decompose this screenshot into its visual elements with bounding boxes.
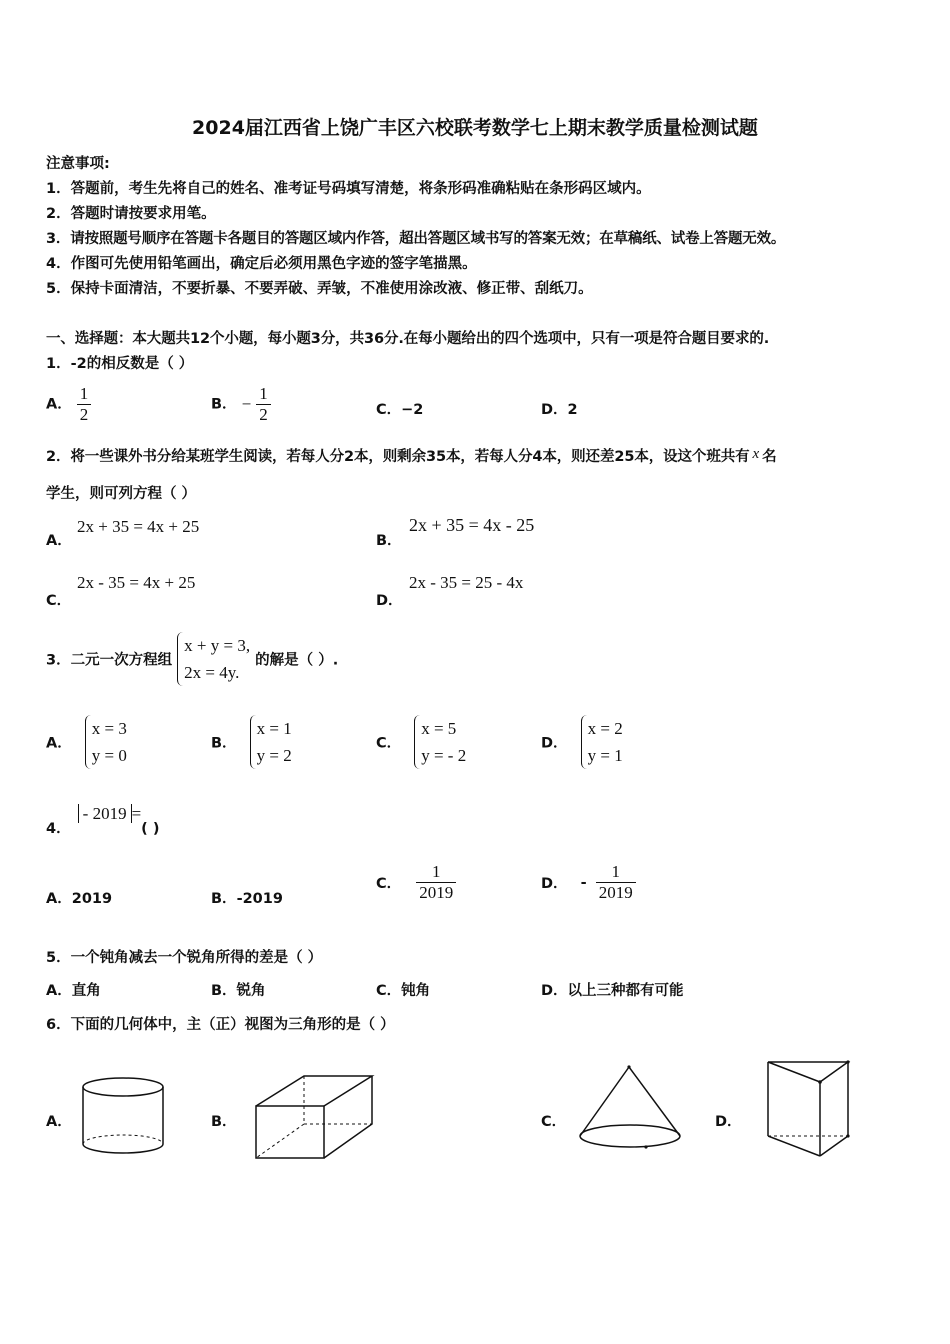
- q3-d-system: [581, 715, 623, 769]
- q2-label-d: D．: [376, 593, 403, 609]
- q3-option-b[interactable]: [211, 715, 292, 769]
- q5-option-b[interactable]: B．锐角: [211, 983, 266, 999]
- q4-d-fraction: [596, 862, 636, 903]
- q5-option-d[interactable]: D．以上三种都有可能: [541, 983, 684, 999]
- q3-system-eq1: x + y = 3,: [184, 636, 251, 655]
- q2-stem-line1: [46, 445, 777, 466]
- q4-abs-value: - 2019: [78, 804, 132, 823]
- q1-b-fraction: [256, 384, 271, 425]
- q1-label-d: D．: [541, 402, 568, 418]
- q3-stem-post: 的解是（ ）.: [255, 652, 339, 669]
- q1-a-den: 2: [79, 405, 89, 424]
- q3-d-x: x = 2: [587, 719, 623, 738]
- q3-option-c[interactable]: [376, 715, 466, 769]
- exam-title: 2024届江西省上饶广丰区六校联考数学七上期末教学质量检测试题: [192, 117, 758, 139]
- q3-stem-pre: 3．二元一次方程组: [46, 652, 173, 669]
- q2-label-c: C．: [46, 593, 72, 609]
- q4-c-fraction: [416, 862, 456, 903]
- q4-option-b[interactable]: [211, 887, 283, 908]
- q4-option-d[interactable]: [541, 862, 636, 903]
- cuboid-icon[interactable]: [252, 1072, 392, 1162]
- q3-label-d: D．: [541, 735, 568, 752]
- q3-system: [177, 632, 250, 686]
- q3-label-a: A．: [46, 735, 72, 752]
- q2-var: x: [752, 446, 760, 462]
- q1-label-b: B．: [211, 396, 237, 413]
- q2-stem-end: 名: [762, 449, 777, 465]
- q4-option-a[interactable]: [46, 887, 112, 908]
- section-heading: 一、选择题：本大题共12个小题，每小题3分，共36分.在每小题给出的四个选项中，只有一项是符合题目要求的.: [46, 331, 770, 347]
- q3-stem: [46, 632, 338, 686]
- q2-option-b[interactable]: 2x + 35 = 4x - 25: [409, 515, 535, 535]
- q6-label-d[interactable]: D．: [715, 1114, 742, 1130]
- q6-label-c[interactable]: C．: [541, 1114, 567, 1130]
- notice-item-3: 3．请按照题号顺序在答题卡各题目的答题区域内作答，超出答题区域书写的答案无效；在草稿纸、试卷上答题无效。: [46, 231, 786, 247]
- q4-c-num: 1: [416, 862, 456, 883]
- cylinder-icon[interactable]: [78, 1076, 168, 1156]
- q4-c-den: 2019: [419, 883, 454, 902]
- q3-label-b: B．: [211, 735, 237, 752]
- q3-a-x: x = 3: [91, 719, 127, 738]
- q4-label-c: C．: [376, 876, 402, 892]
- q1-d-value: 2: [567, 402, 578, 418]
- q2-label-b: B．: [376, 533, 402, 549]
- q2-option-a[interactable]: 2x + 35 = 4x + 25: [77, 517, 200, 536]
- q4-label-d: D．: [541, 876, 568, 892]
- q5-option-a[interactable]: A．直角: [46, 983, 101, 999]
- notice-heading: 注意事项:: [46, 156, 110, 172]
- notice-item-2: 2．答题时请按要求用笔。: [46, 206, 216, 222]
- q4-option-c[interactable]: [376, 862, 456, 903]
- q5-stem: 5．一个钝角减去一个锐角所得的差是（ ）: [46, 950, 323, 966]
- q1-option-d[interactable]: [541, 398, 578, 419]
- q4-paren: ( ): [141, 821, 160, 837]
- q6-label-a[interactable]: A．: [46, 1114, 72, 1130]
- q3-a-system: [85, 715, 127, 769]
- q3-b-system: [250, 715, 292, 769]
- q1-a-fraction: [77, 384, 92, 425]
- q3-system-eq2: 2x = 4y.: [184, 663, 240, 682]
- q4-d-den: 2019: [598, 883, 633, 902]
- q1-a-num: 1: [77, 384, 92, 405]
- q4-label-b: B．: [211, 891, 237, 907]
- q2-stem-line2: 学生，则可列方程（ ）: [46, 486, 197, 502]
- q3-option-a[interactable]: [46, 715, 127, 769]
- q2-stem-text: 2．将一些课外书分给某班学生阅读，若每人分2本，则剩余35本，若每人分4本，则还差25本，设这个班共有: [46, 449, 750, 465]
- q2-label-a: A．: [46, 533, 72, 549]
- q2-option-c[interactable]: 2x - 35 = 4x + 25: [77, 573, 196, 592]
- q1-option-c[interactable]: [376, 398, 423, 419]
- q6-stem: 6．下面的几何体中，主（正）视图为三角形的是（ ）: [46, 1017, 395, 1033]
- q1-option-b[interactable]: [211, 384, 271, 425]
- q3-c-y: y = - 2: [421, 746, 467, 765]
- q4-a-value: 2019: [71, 891, 113, 907]
- q4-stem: [46, 804, 159, 838]
- q1-b-sign: −: [241, 394, 252, 414]
- triangular-prism-icon[interactable]: [764, 1058, 854, 1158]
- q1-b-num: 1: [256, 384, 271, 405]
- q4-eq: =: [131, 804, 142, 823]
- q4-label-a: A．: [46, 891, 72, 907]
- notice-item-4: 4．作图可先使用铅笔画出，确定后必须用黑色字迹的签字笔描黑。: [46, 256, 477, 272]
- notice-item-5: 5．保持卡面清洁，不要折暴、不要弄破、弄皱，不准使用涂改液、修正带、刮纸刀。: [46, 281, 593, 297]
- q4-d-num: 1: [596, 862, 636, 883]
- q1-label-c: C．: [376, 402, 402, 418]
- q1-b-den: 2: [259, 405, 268, 424]
- q3-d-y: y = 1: [587, 746, 623, 765]
- q3-c-system: [414, 715, 466, 769]
- q1-option-a[interactable]: [46, 384, 91, 425]
- q3-label-c: C．: [376, 735, 402, 752]
- q5-option-c[interactable]: C．钝角: [376, 983, 431, 999]
- q1-stem: 1．-2的相反数是（ ）: [46, 356, 194, 372]
- q6-label-b[interactable]: B．: [211, 1114, 237, 1130]
- q3-b-y: y = 2: [256, 746, 292, 765]
- q2-option-d[interactable]: 2x - 35 = 25 - 4x: [409, 573, 524, 592]
- q3-b-x: x = 1: [256, 719, 292, 738]
- notice-item-1: 1．答题前，考生先将自己的姓名、准考证号码填写清楚，将条形码准确粘贴在条形码区域内。: [46, 181, 651, 197]
- cone-icon[interactable]: [576, 1064, 686, 1154]
- q1-c-value: −2: [401, 402, 424, 418]
- q1-label-a: A．: [46, 396, 72, 413]
- q3-c-x: x = 5: [421, 719, 457, 738]
- q3-option-d[interactable]: [541, 715, 623, 769]
- q4-b-value: -2019: [236, 891, 283, 907]
- q3-a-y: y = 0: [91, 746, 127, 765]
- q4-d-sign: -: [580, 874, 587, 891]
- q4-num: 4．: [46, 821, 71, 837]
